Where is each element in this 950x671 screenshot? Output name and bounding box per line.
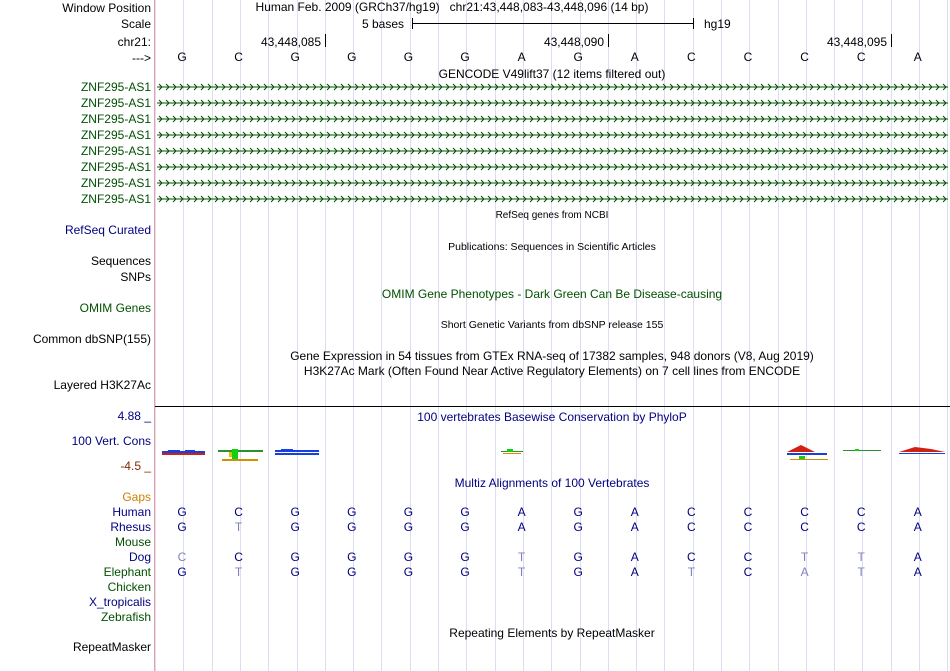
track-label[interactable]: ZNF295-AS1	[80, 192, 151, 206]
base-letter: T	[234, 565, 243, 579]
base-letter: A	[517, 50, 526, 64]
track-label[interactable]: --->	[132, 51, 151, 65]
base-letter: C	[687, 505, 696, 519]
base-letter: A	[517, 520, 526, 534]
position-range: chr21:43,448,083-43,448,096 (14 bp)	[449, 0, 649, 14]
base-letter: T	[800, 550, 809, 564]
base-letter: A	[630, 550, 639, 564]
cons-glyph-7	[899, 447, 945, 454]
base-letter: G	[177, 50, 187, 64]
base-letter: C	[743, 505, 753, 519]
base-letter: C	[234, 505, 243, 519]
ruler-tick	[325, 34, 326, 47]
gencode-track-title[interactable]: GENCODE V49lift37 (12 items filtered out)	[438, 67, 666, 81]
base-letter: A	[913, 505, 922, 519]
base-letter: C	[800, 520, 809, 534]
gene-feature[interactable]	[157, 162, 948, 172]
base-letter: G	[460, 550, 470, 564]
cons-glyph-4	[501, 449, 523, 454]
track-label[interactable]: Mouse	[114, 535, 151, 549]
base-letter: G	[290, 565, 300, 579]
base-letter: A	[630, 520, 639, 534]
assembly-name: Human Feb. 2009 (GRCh37/hg19)	[255, 0, 440, 14]
ruler-tick-label: 43,448,095	[826, 35, 887, 49]
track-label[interactable]: ZNF295-AS1	[80, 80, 151, 94]
track-label[interactable]: ZNF295-AS1	[80, 96, 151, 110]
cons-glyph-2	[218, 449, 263, 461]
base-letter: A	[913, 50, 922, 64]
track-label[interactable]: -4.5 _	[120, 459, 151, 473]
track-label[interactable]: Layered H3K27Ac	[53, 378, 151, 392]
cons-glyph-3	[275, 449, 319, 455]
track-label[interactable]: OMIM Genes	[79, 301, 151, 315]
track-label[interactable]: Scale	[120, 17, 151, 31]
gene-feature[interactable]	[157, 130, 948, 140]
track-label[interactable]: Zebrafish	[100, 610, 151, 624]
gene-feature[interactable]	[157, 82, 948, 92]
track-label[interactable]: RefSeq Curated	[64, 223, 151, 237]
gtex-track-title[interactable]: Gene Expression in 54 tissues from GTEx RNA-seq of 17382 samples, 948 donors (V8, Aug 2019)	[290, 349, 814, 363]
conservation-top-line	[155, 406, 950, 407]
gene-feature[interactable]	[157, 194, 948, 204]
track-label[interactable]: ZNF295-AS1	[80, 112, 151, 126]
track-label[interactable]: chr21:	[117, 35, 151, 49]
base-letter: G	[347, 505, 357, 519]
h3k27ac-track-title[interactable]: H3K27Ac Mark (Often Found Near Active Regulatory Elements) on 7 cell lines from ENCODE	[303, 364, 801, 378]
gene-feature[interactable]	[157, 98, 948, 108]
scale-label: 5 bases	[362, 17, 405, 31]
gene-feature[interactable]	[157, 178, 948, 188]
base-letter: G	[290, 50, 300, 64]
track-label[interactable]: 4.88 _	[117, 409, 151, 423]
base-letter: C	[856, 505, 866, 519]
track-label[interactable]: ZNF295-AS1	[80, 160, 151, 174]
base-letter: G	[403, 520, 414, 534]
base-letter: G	[403, 50, 414, 64]
track-label[interactable]: ZNF295-AS1	[80, 144, 151, 158]
base-letter: T	[687, 565, 696, 579]
base-letter: T	[857, 565, 865, 579]
track-labels-panel	[0, 0, 154, 671]
base-letter: G	[347, 550, 357, 564]
db-label: hg19	[704, 17, 731, 31]
base-letter: G	[460, 505, 470, 519]
base-letter: T	[857, 550, 865, 564]
base-letter: G	[403, 505, 414, 519]
window-position-text	[256, 0, 649, 14]
gene-feature[interactable]	[157, 114, 948, 124]
track-label[interactable]: ZNF295-AS1	[80, 128, 151, 142]
base-letter: C	[800, 505, 809, 519]
base-letter: A	[800, 565, 809, 579]
base-letter: T	[234, 520, 243, 534]
ruler-tick-label: 43,448,085	[260, 35, 321, 49]
base-letter: T	[517, 565, 526, 579]
base-letter: T	[517, 550, 526, 564]
scale-bar	[412, 23, 694, 24]
track-label[interactable]: Human	[112, 505, 151, 519]
ruler-tick	[608, 34, 609, 47]
track-label[interactable]: ZNF295-AS1	[80, 176, 151, 190]
base-letter: A	[913, 565, 922, 579]
base-letter: G	[460, 50, 470, 64]
base-letter: G	[573, 505, 583, 519]
track-label[interactable]: Gaps	[122, 490, 151, 504]
base-letter: C	[800, 50, 809, 64]
track-label[interactable]: Rhesus	[110, 520, 151, 534]
base-letter: G	[347, 50, 357, 64]
base-letter: G	[177, 520, 187, 534]
multiz-track-title[interactable]: Multiz Alignments of 100 Vertebrates	[454, 476, 650, 490]
base-letter: C	[687, 50, 696, 64]
base-letter: G	[177, 505, 187, 519]
base-letter: G	[573, 50, 583, 64]
base-letter: G	[403, 550, 414, 564]
cons-glyph-1	[162, 450, 205, 455]
base-letter: C	[234, 50, 243, 64]
base-letter: C	[743, 520, 753, 534]
gridline	[155, 0, 156, 671]
base-letter: G	[573, 565, 583, 579]
cons-glyph-5	[787, 445, 828, 460]
base-letter: G	[347, 565, 357, 579]
base-letter: C	[234, 550, 243, 564]
base-letter: A	[630, 505, 639, 519]
track-image	[155, 0, 950, 671]
base-letter: C	[177, 550, 187, 564]
track-label[interactable]: Common dbSNP(155)	[32, 332, 151, 346]
base-letter: G	[573, 520, 583, 534]
refseq-track-title[interactable]: RefSeq genes from NCBI	[495, 210, 609, 221]
base-letter: A	[630, 50, 639, 64]
base-letter: A	[630, 565, 639, 579]
track-label[interactable]: X_tropicalis	[88, 595, 151, 609]
repeatmasker-track-title[interactable]: Repeating Elements by RepeatMasker	[449, 626, 655, 640]
base-letter: C	[687, 550, 696, 564]
track-label[interactable]: Chicken	[107, 580, 151, 594]
base-letter: G	[460, 520, 470, 534]
ruler-tick-label: 43,448,090	[543, 35, 604, 49]
track-label[interactable]: 100 Vert. Cons	[71, 434, 151, 448]
track-label[interactable]: SNPs	[120, 270, 151, 284]
base-letter: C	[743, 550, 753, 564]
ruler-tick	[891, 34, 892, 47]
base-letter: G	[460, 565, 470, 579]
track-label[interactable]: Dog	[128, 550, 151, 564]
base-letter: C	[856, 520, 866, 534]
base-letter: A	[517, 505, 526, 519]
base-letter: C	[743, 50, 753, 64]
base-letter: C	[687, 520, 696, 534]
track-label[interactable]: Window Position	[62, 1, 151, 15]
base-letter: G	[347, 520, 357, 534]
base-letter: A	[913, 520, 922, 534]
dbsnp-track-title[interactable]: Short Genetic Variants from dbSNP release 155	[440, 319, 664, 331]
gene-feature[interactable]	[157, 146, 948, 156]
base-letter: G	[403, 565, 414, 579]
base-letter: G	[290, 505, 300, 519]
conservation-glyphs	[155, 440, 950, 466]
publications-track-title[interactable]: Publications: Sequences in Scientific Articles	[448, 241, 656, 253]
base-letter: G	[573, 550, 583, 564]
base-letter: C	[856, 50, 866, 64]
track-label[interactable]: Elephant	[103, 565, 151, 579]
base-letter: G	[177, 565, 187, 579]
omim-track-title[interactable]: OMIM Gene Phenotypes - Dark Green Can Be Disease-causing	[381, 287, 723, 301]
track-label[interactable]: RepeatMasker	[72, 640, 151, 654]
conservation-track-title[interactable]: 100 vertebrates Basewise Conservation by PhyloP	[417, 410, 687, 424]
cons-glyph-6	[843, 449, 881, 451]
track-label[interactable]: Sequences	[90, 254, 151, 268]
base-letter: G	[290, 550, 300, 564]
base-letter: C	[743, 565, 753, 579]
base-letter: A	[913, 550, 922, 564]
base-letter: G	[290, 520, 300, 534]
